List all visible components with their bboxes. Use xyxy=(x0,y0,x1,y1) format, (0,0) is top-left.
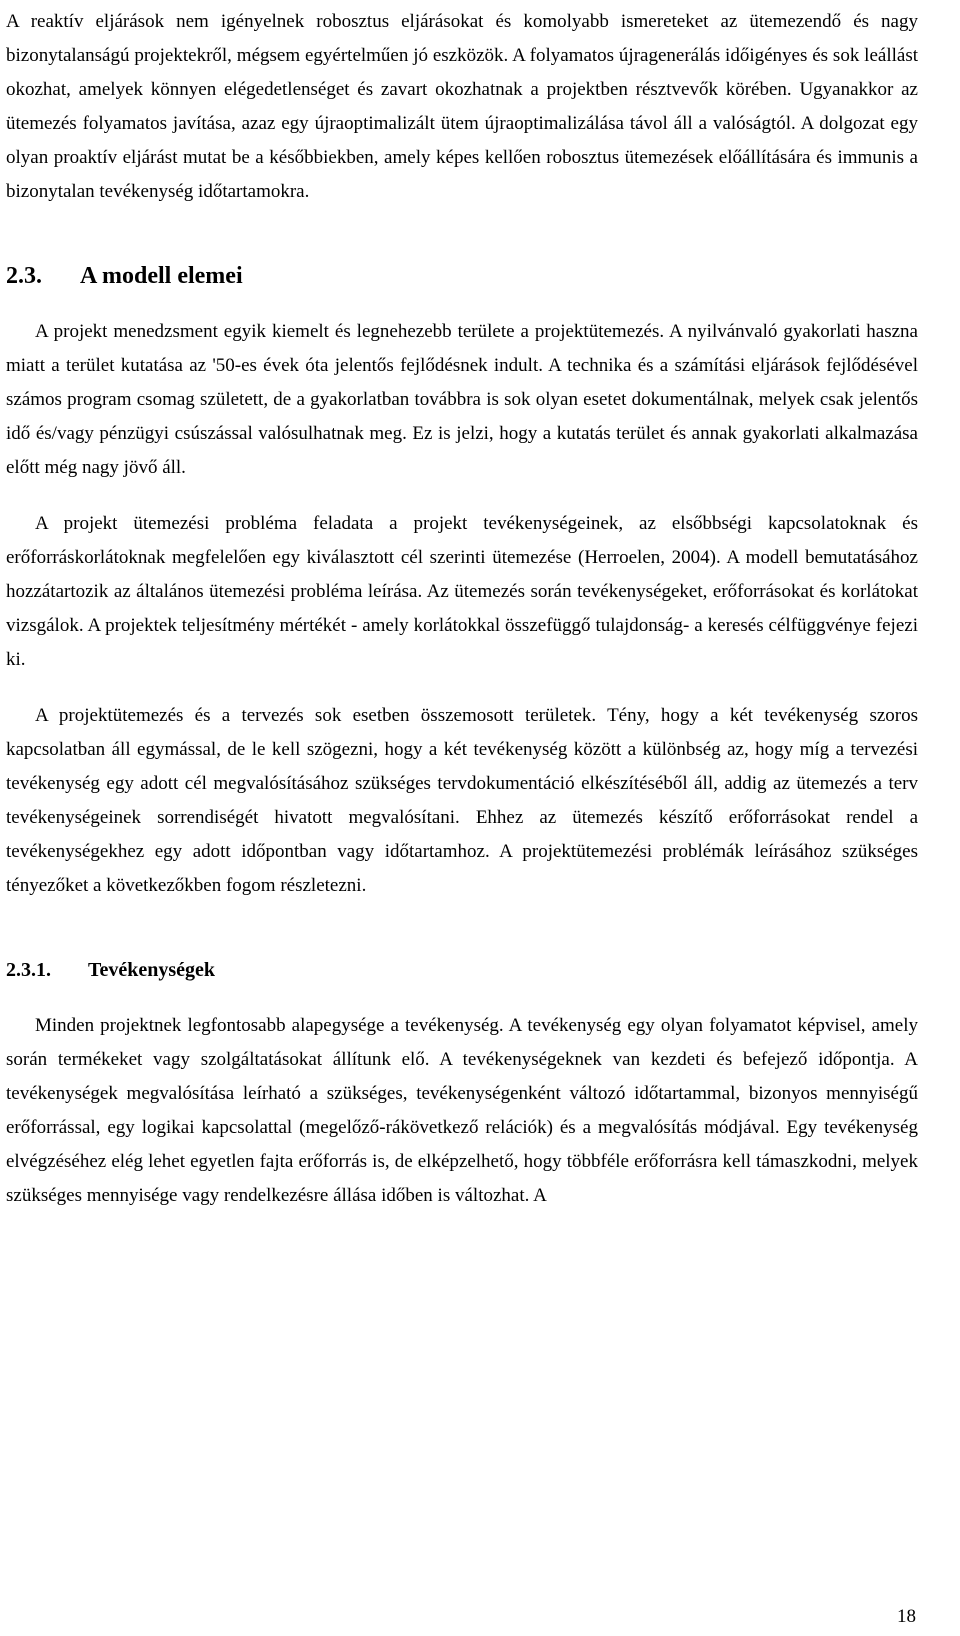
body-paragraph: A projekt menedzsment egyik kiemelt és legnehezebb területe a projektütemezés. A nyilvánvaló gyakorlati haszna miatt a terület kutatása az '50-es évek óta jelentős fejlődésnek indult. A technika és a számítási eljárások fejlődésével számos program csomag született, de a gyakorlatban továbbra is sok olyan esetet dokumentálnak, melyek csak jelentős idő és/vagy pénzügyi csúszással valósulhatnak meg. Ez is jelzi, hogy a kutatás terület és annak gyakorlati alkalmazása előtt még nagy jövő áll. xyxy=(6,321,918,478)
spacer xyxy=(6,903,918,953)
subsection-heading-2-3-1 xyxy=(6,953,918,987)
section-heading-2-3 xyxy=(6,259,918,293)
spacer xyxy=(6,485,918,507)
subsection-number: 2.3.1. xyxy=(6,959,51,981)
spacer xyxy=(6,987,918,1009)
page-number: 18 xyxy=(897,1606,916,1627)
spacer xyxy=(6,677,918,699)
body-paragraph: A projekt ütemezési probléma feladata a projekt tevékenységeinek, az elsőbbségi kapcsolatoknak és erőforráskorlátoknak megfelelően egy kiválasztott cél szerinti ütemezése (Herroelen, 2004). A modell bemutatásához hozzátartozik az általános ütemezési probléma leírása. Az ütemezés során tevékenységeket, erőforrásokat és korlátokat vizsgálok. A projektek teljesítmény mértékét - amely korlátokkal összefüggő tulajdonság- a keresés célfüggvénye fejezi ki. xyxy=(6,513,918,670)
spacer xyxy=(6,209,918,259)
section-title: A modell elemei xyxy=(80,263,243,289)
page-content xyxy=(6,5,918,1213)
subsection-title: Tevékenységek xyxy=(88,959,216,981)
intro-paragraph: A reaktív eljárások nem igényelnek robosztus eljárásokat és komolyabb ismereteket az ütemezendő és nagy bizonytalanságú projektekről, mégsem egyértelműen jó eszközök. A folyamatos újragenerálás időigényes és sok leállást okozhat, amelyek könnyen elégedetlenséget és zavart okozhatnak a projektben résztvevők körében. Ugyanakkor az ütemezés folyamatos javítása, azaz egy újraoptimalizált ütem újraoptimalizálása távol áll a valóságtól. A dolgozat egy olyan proaktív eljárást mutat be a későbbiekben, amely képes kellően robosztus ütemezések előállítására és immunis a bizonytalan tevékenység időtartamokra. xyxy=(6,11,918,202)
spacer xyxy=(6,293,918,315)
body-paragraph: Minden projektnek legfontosabb alapegysége a tevékenység. A tevékenység egy olyan folyamatot képvisel, amely során termékeket vagy szolgáltatásokat állítunk elő. A tevékenységeknek van kezdeti és befejező időpontja. A tevékenységek megvalósítása leírható a szükséges, tevékenységenként változó időtartammal, bizonyos mennyiségű erőforrással, egy logikai kapcsolattal (megelőző-rákövetkező relációk) és a megvalósítás módjával. Egy tevékenység elvégzéséhez elég lehet egyetlen fajta erőforrás is, de elképzelhető, hogy többféle erőforrásra kell támaszkodni, melyek szükséges mennyisége vagy rendelkezésre állása időben is változhat. A xyxy=(6,1015,918,1206)
body-paragraph: A projektütemezés és a tervezés sok esetben összemosott területek. Tény, hogy a két tevékenység szoros kapcsolatban áll egymással, de le kell szögezni, hogy a két tevékenység között a különbség az, hogy míg a tervezési tevékenység egy adott cél megvalósításához szükséges tervdokumentáció elkészítéséből áll, addig az ütemezés a terv tevékenységeinek sorrendiségét hivatott megvalósítani. Ehhez az ütemezés készítő erőforrásokat rendel a tevékenységekhez egy adott időpontban vagy időtartamhoz. A projektütemezési problémák leírásához szükséges tényezőket a következőkben fogom részletezni. xyxy=(6,705,918,896)
section-number: 2.3. xyxy=(6,263,42,289)
